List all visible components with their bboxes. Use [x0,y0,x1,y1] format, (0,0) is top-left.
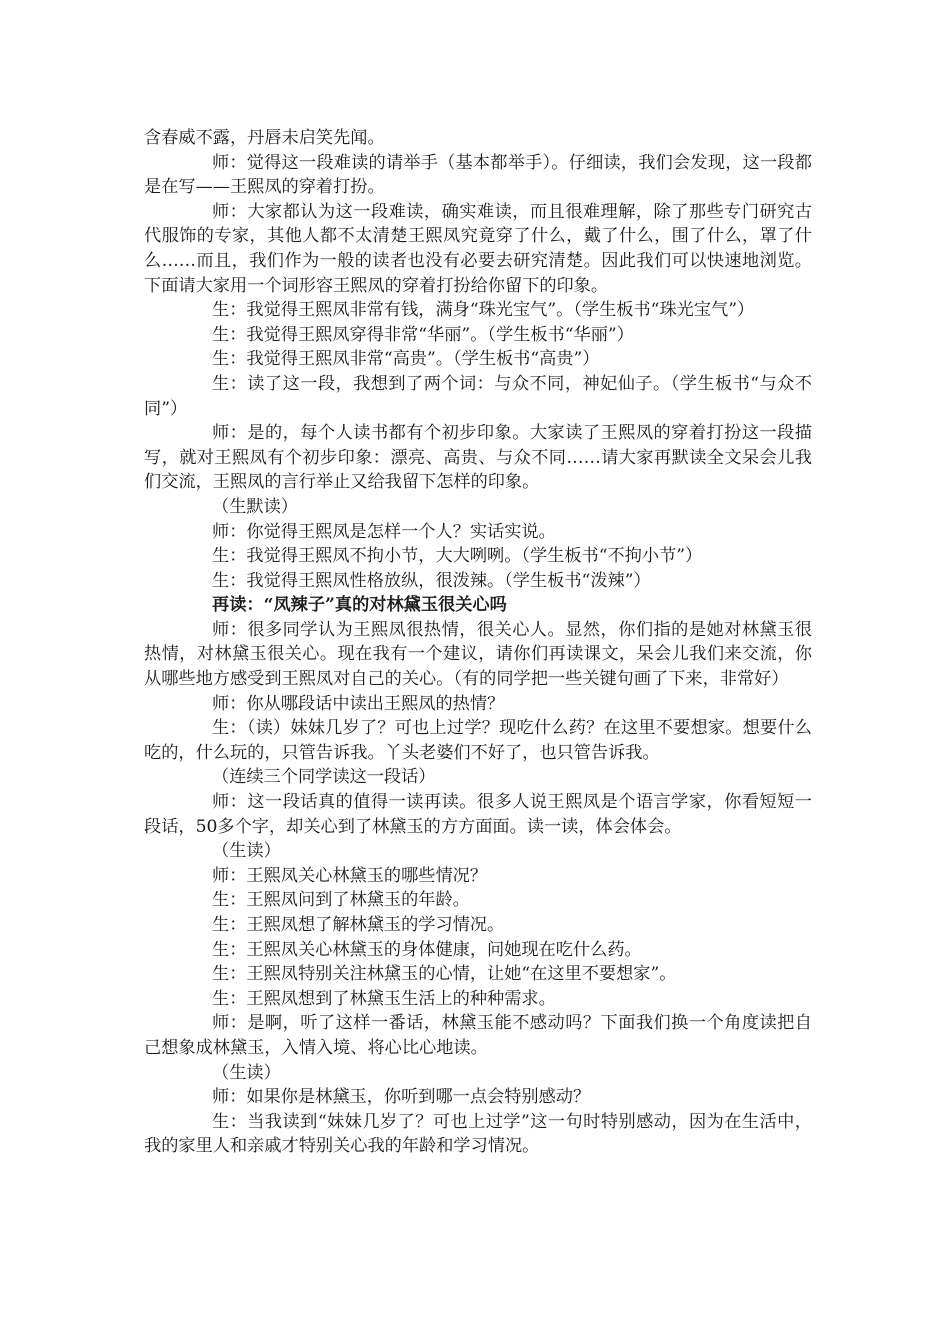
paragraph: 生：我觉得王熙凤非常有钱，满身“珠光宝气”。（学生板书“珠光宝气”） [212,300,755,321]
paragraph: 生：我觉得王熙凤性格放纵，很泼辣。（学生板书“泼辣”） [212,570,651,591]
section-heading: 再读：“凤辣子”真的对林黛玉很关心吗 [212,595,507,616]
document-body [144,126,812,1159]
paragraph: 师：你觉得王熙凤是怎样一个人？实话实说。 [212,521,556,542]
paragraph: 生：王熙凤关心林黛玉的身体健康，问她现在吃什么药。 [212,939,642,960]
paragraph: 师：这一段话真的值得一读再读。很多人说王熙凤是个语言学家，你看短短一段话，50多个字，却关心到了林黛玉的方方面面。读一读，体会体会。 [144,792,812,837]
paragraph: 师：你从哪段话中读出王熙凤的热情？ [212,693,505,714]
paragraph: （连续三个同学读这一段话） [212,767,436,788]
paragraph: 生：我觉得王熙凤穿得非常“华丽”。（学生板书“华丽”） [212,324,634,345]
paragraph: 生：（读）妹妹几岁了？可也上过学？现吃什么药？在这里不要想家。想要什么吃的，什么玩的，只管告诉我。丫头老婆们不好了，也只管告诉我。 [144,718,812,763]
paragraph: 生：读了这一段，我想到了两个词：与众不同，神妃仙子。（学生板书“与众不同”） [144,373,812,419]
paragraph: 生：王熙凤想到了林黛玉生活上的种种需求。 [212,988,556,1009]
paragraph: （生读） [212,1062,281,1083]
paragraph: 师：是的，每个人读书都有个初步印象。大家读了王熙凤的穿着打扮这一段描写，就对王熙凤有个初步印象：漂亮、高贵、与众不同……请大家再默读全文呆会儿我们交流，王熙凤的言行举止又给我留下怎样的印象。 [144,423,812,493]
paragraph: 含春威不露，丹唇未启笑先闻。 [144,128,385,148]
paragraph: 生：我觉得王熙凤不拘小节，大大咧咧。（学生板书“不拘小节”） [212,546,703,567]
paragraph: 生：当我读到“妹妹几岁了？可也上过学”这一句时特别感动，因为在生活中，我的家里人和亲戚才特别关心我的年龄和学习情况。 [144,1111,812,1157]
paragraph: 师：如果你是林黛玉，你听到哪一点会特别感动？ [212,1087,591,1108]
paragraph: （生读） [212,841,281,862]
paragraph: 师：王熙凤关心林黛玉的哪些情况？ [212,865,488,886]
paragraph: 师：觉得这一段难读的请举手（基本都举手）。仔细读，我们会发现，这一段都是在写——王熙凤的穿着打扮。 [144,152,812,198]
paragraph: 师：是啊，听了这样一番话，林黛玉能不感动吗？下面我们换一个角度读把自己想象成林黛玉，入情入境、将心比心地读。 [144,1013,812,1058]
paragraph: 生：王熙凤想了解林黛玉的学习情况。 [212,915,505,935]
paragraph: 生：王熙凤问到了林黛玉的年龄。 [212,890,470,911]
paragraph: 生：王熙凤特别关注林黛玉的心情，让她“在这里不要想家”。 [212,964,677,985]
paragraph: 师：大家都认为这一段难读，确实难读，而且很难理解，除了那些专门研究古代服饰的专家，其他人都不太清楚王熙凤究竟穿了什么，戴了什么，围了什么，罩了什么……而且，我们作为一般的读者也没有必要去研究清楚。因此我们可以快速地浏览。下面请大家用一个词形容王熙凤的穿着打扮给你留下的印象。 [144,201,812,296]
paragraph: 师：很多同学认为王熙凤很热情，很关心人。显然，你们指的是她对林黛玉很热情，对林黛玉很关心。现在我有一个建议，请你们再读课文，呆会儿我们来交流，你从哪些地方感受到王熙凤对自己的关心。（有的同学把一些关键句画了下来，非常好） [144,619,812,690]
paragraph: 生：我觉得王熙凤非常“高贵”。（学生板书“高贵”） [212,349,600,370]
paragraph: （生默读） [212,496,298,517]
